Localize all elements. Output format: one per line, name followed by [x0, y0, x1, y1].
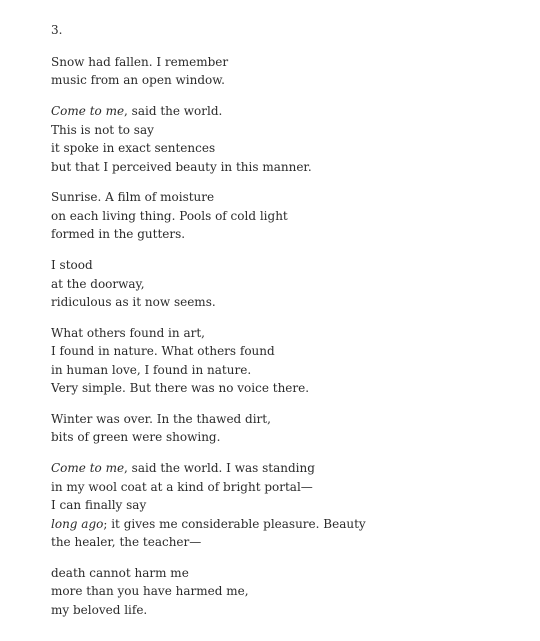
poem-line [51, 428, 511, 446]
italic-text-segment: Come to me [51, 104, 125, 119]
poem-line [51, 139, 511, 157]
poem-line [51, 496, 511, 514]
poem-line [51, 478, 511, 496]
stanza [51, 459, 511, 551]
poem-line [51, 342, 511, 360]
text-segment: it spoke in exact sentences [51, 141, 216, 156]
text-segment: This is not to say [51, 122, 154, 137]
poem-line [51, 53, 511, 71]
stanza [51, 324, 511, 398]
poem-line [51, 601, 511, 619]
text-segment: ridiculous as it now seems. [51, 294, 216, 309]
text-segment: music from an open window. [51, 73, 225, 88]
poem-line [51, 121, 511, 139]
text-segment: formed in the gutters. [51, 227, 186, 242]
poem-line [51, 361, 511, 379]
stanza [51, 564, 511, 619]
poem-page [51, 22, 511, 632]
text-segment: Snow had fallen. I remember [51, 55, 229, 69]
text-segment: Very simple. But there was no voice there. [51, 381, 310, 396]
text-segment: the healer, the teacher— [51, 534, 202, 549]
text-segment: , said the world. [124, 104, 223, 119]
stanza [51, 410, 511, 447]
text-segment: death cannot harm me [51, 565, 189, 580]
poem-line [51, 207, 511, 225]
text-segment: Winter was over. In the thawed dirt, [51, 412, 271, 426]
text-segment: I found in nature. What others found [51, 344, 275, 359]
text-segment: more than you have harmed me, [51, 584, 249, 599]
poem-body [51, 53, 511, 619]
text-segment: What others found in art, [51, 325, 205, 340]
poem-line [51, 102, 511, 120]
poem-line [51, 188, 511, 206]
text-segment: I can finally say [51, 498, 147, 513]
poem-line [51, 379, 511, 397]
stanza [51, 53, 511, 90]
poem-line [51, 410, 511, 428]
text-segment: in my wool coat at a kind of bright portal— [51, 479, 313, 494]
poem-line [51, 275, 511, 293]
poem-line [51, 582, 511, 600]
text-segment: Sunrise. A film of moisture [51, 190, 215, 205]
poem-line [51, 256, 511, 274]
text-segment: on each living thing. Pools of cold light [51, 208, 288, 223]
text-segment: my beloved life. [51, 602, 148, 617]
text-segment: in human love, I found in nature. [51, 362, 252, 377]
stanza [51, 102, 511, 176]
poem-line [51, 515, 511, 533]
poem-line [51, 564, 511, 582]
poem-line [51, 324, 511, 342]
italic-text-segment: long ago [51, 516, 104, 531]
poem-line [51, 533, 511, 551]
stanza [51, 256, 511, 311]
poem-line [51, 459, 511, 477]
stanza [51, 188, 511, 243]
poem-line [51, 158, 511, 176]
text-segment: bits of green were showing. [51, 430, 221, 445]
poem-line [51, 71, 511, 89]
text-segment: I stood [51, 258, 93, 273]
poem-line [51, 225, 511, 243]
poem-line [51, 293, 511, 311]
text-segment: ; it gives me considerable pleasure. Beauty [103, 516, 366, 531]
italic-text-segment: Come to me [51, 461, 125, 476]
text-segment: at the doorway, [51, 276, 145, 291]
text-segment: but that I perceived beauty in this manner. [51, 159, 312, 174]
section-number: 3. [51, 23, 63, 37]
text-segment: , said the world. I was standing [124, 461, 315, 476]
